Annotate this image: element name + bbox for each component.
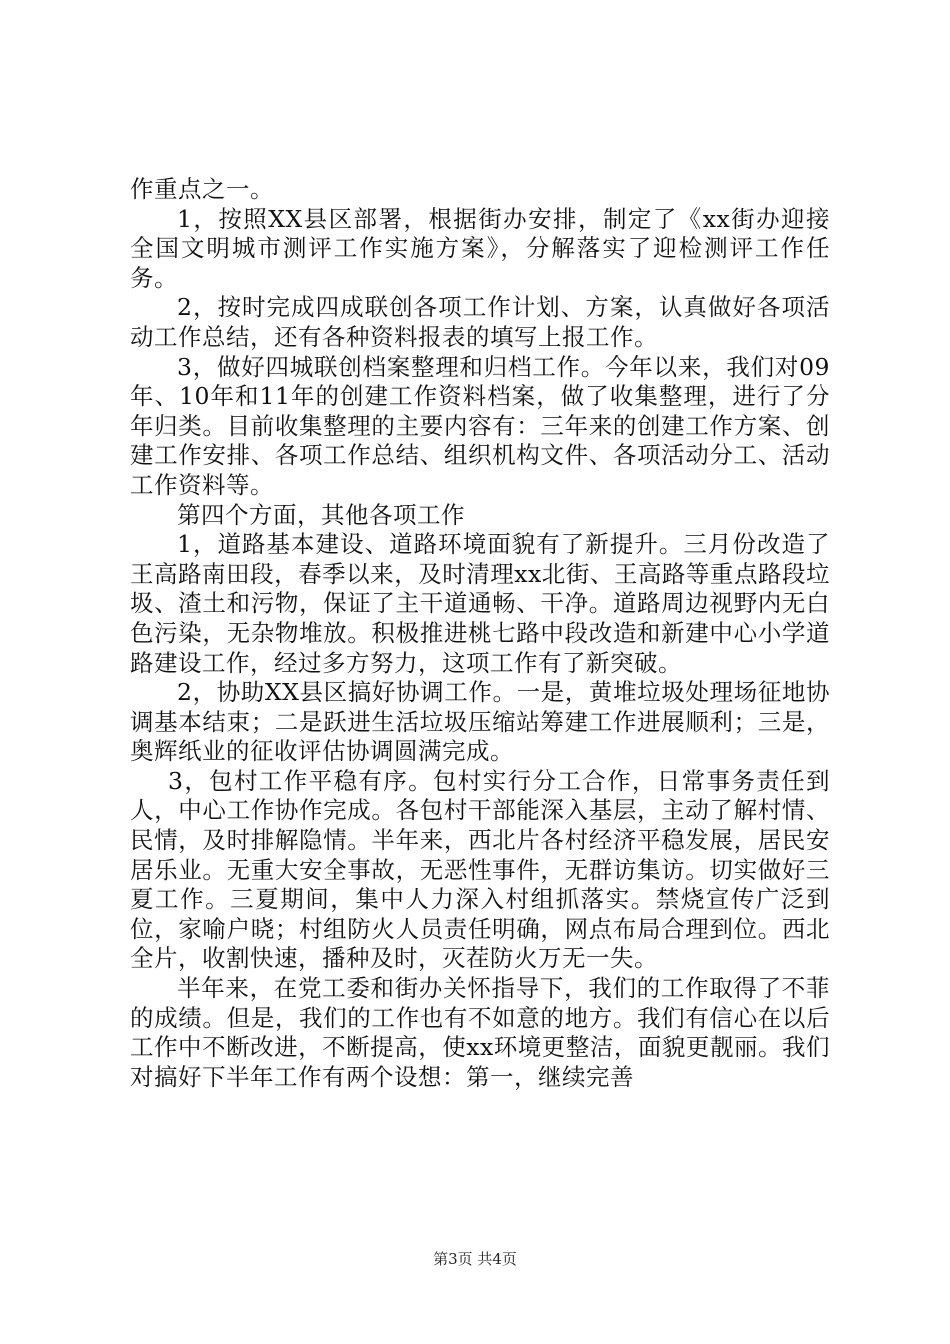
paragraph-summary: 半年来，在党工委和街办关怀指导下，我们的工作取得了不菲的成绩。但是，我们的工作也有不如意的地方。我们有信心在以后工作中不断改进，不断提高，使xx环境更整洁，面貌更靓丽。我们对搞好下半年工作有两个设想：第一，继续完善 [130,974,830,1091]
paragraph-item-3-archive: 3，做好四城联创档案整理和归档工作。今年以来，我们对09年、10年和11年的创建工作资料档案，做了收集整理，进行了分年归类。目前收集整理的主要内容有：三年来的创建工作方案、创建工作安排、各项工作总结、组织机构文件、各项活动分工、活动工作资料等。 [130,352,830,499]
page-footer: 第3页 共4页 [433,1250,517,1268]
paragraph-continuation: 作重点之一。 [130,175,274,203]
document-body [130,175,830,1092]
section-heading-fourth-aspect: 第四个方面，其他各项工作 [177,500,465,529]
paragraph-item-2-plan: 2，按时完成四成联创各项工作计划、方案，认真做好各项活动工作总结，还有各种资料报表的填写上报工作。 [130,293,830,351]
paragraph-item-3-villages: 3，包村工作平稳有序。包村实行分工合作，日常事务责任到人，中心工作协作完成。各包村干部能深入基层，主动了解村情、民情，及时排解隐情。半年来，西北片各村经济平稳发展，居民安居乐业。无重大安全事故，无恶性事件，无群访集访。切实做好三夏工作。三夏期间，集中人力深入村组抓落实。禁烧宣传广泛到位，家喻户晓；村组防火人员责任明确，网点布局合理到位。西北全片，收割快速，播种及时，灭茬防火万无一失。 [130,766,830,973]
paragraph-item-1-plan: 1，按照XX县区部署，根据街办安排，制定了《xx街办迎接全国文明城市测评工作实施方案》，分解落实了迎检测评工作任务。 [130,204,830,292]
paragraph-item-1-roads: 1，道路基本建设、道路环境面貌有了新提升。三月份改造了王高路南田段，春季以来，及时清理xx北街、王高路等重点路段垃圾、渣土和污物，保证了主干道通畅、干净。道路周边视野内无白色污染，无杂物堆放。积极推进桃七路中段改造和新建中心小学道路建设工作，经过多方努力，这项工作有了新突破。 [130,530,830,677]
paragraph-item-2-coordination: 2，协助XX县区搞好协调工作。一是，黄堆垃圾处理场征地协调基本结束；二是跃进生活垃圾压缩站筹建工作进展顺利；三是，奥辉纸业的征收评估协调圆满完成。 [130,678,830,766]
